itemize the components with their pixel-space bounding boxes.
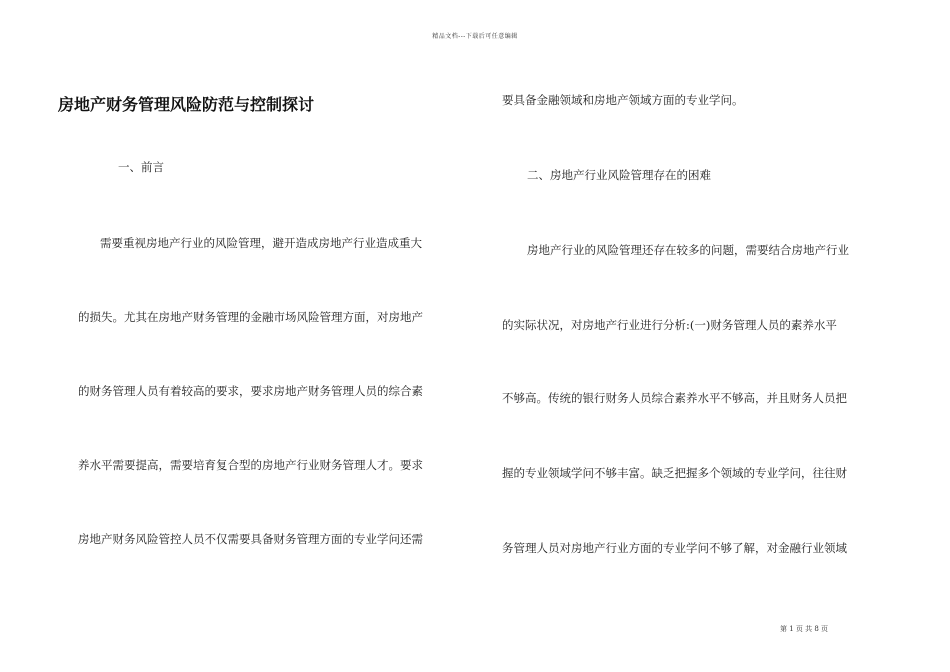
section-heading-difficulties: 二、房地产行业风险管理存在的困难 [527,168,711,182]
page-number: 第 1 页 共 8 页 [780,625,829,633]
document-title: 房地产财务管理风险防范与控制探讨 [58,95,315,114]
body-line: 的损失。尤其在房地产财务管理的金融市场风险管理方面，对房地产 [78,310,423,324]
section-heading-preface: 一、前言 [118,160,164,174]
body-line: 房地产行业的风险管理还存在较多的问题，需要结合房地产行业 [527,243,849,257]
body-line: 养水平需要提高，需要培育复合型的房地产行业财务管理人才。要求 [78,458,423,472]
body-line: 的实际状况，对房地产行业进行分析:(一)财务管理人员的素养水平 [502,318,837,332]
body-line: 的财务管理人员有着较高的要求，要求房地产财务管理人员的综合素 [78,384,423,398]
body-line: 房地产财务风险管控人员不仅需要具备财务管理方面的专业学问还需 [78,532,423,546]
body-line: 要具备金融领域和房地产领域方面的专业学问。 [502,93,744,107]
body-line: 需要重视房地产行业的风险管理，避开造成房地产行业造成重大 [100,236,422,250]
body-line: 握的专业领域学问不够丰富。缺乏把握多个领域的专业学问，往往财 [502,466,847,480]
body-line: 务管理人员对房地产行业方面的专业学问不够了解，对金融行业领域 [502,541,847,555]
page-header: 精品文档---下载后可任意编辑 [432,33,518,40]
body-line: 不够高。传统的银行财务人员综合素养水平不够高，并且财务人员把 [502,391,847,405]
